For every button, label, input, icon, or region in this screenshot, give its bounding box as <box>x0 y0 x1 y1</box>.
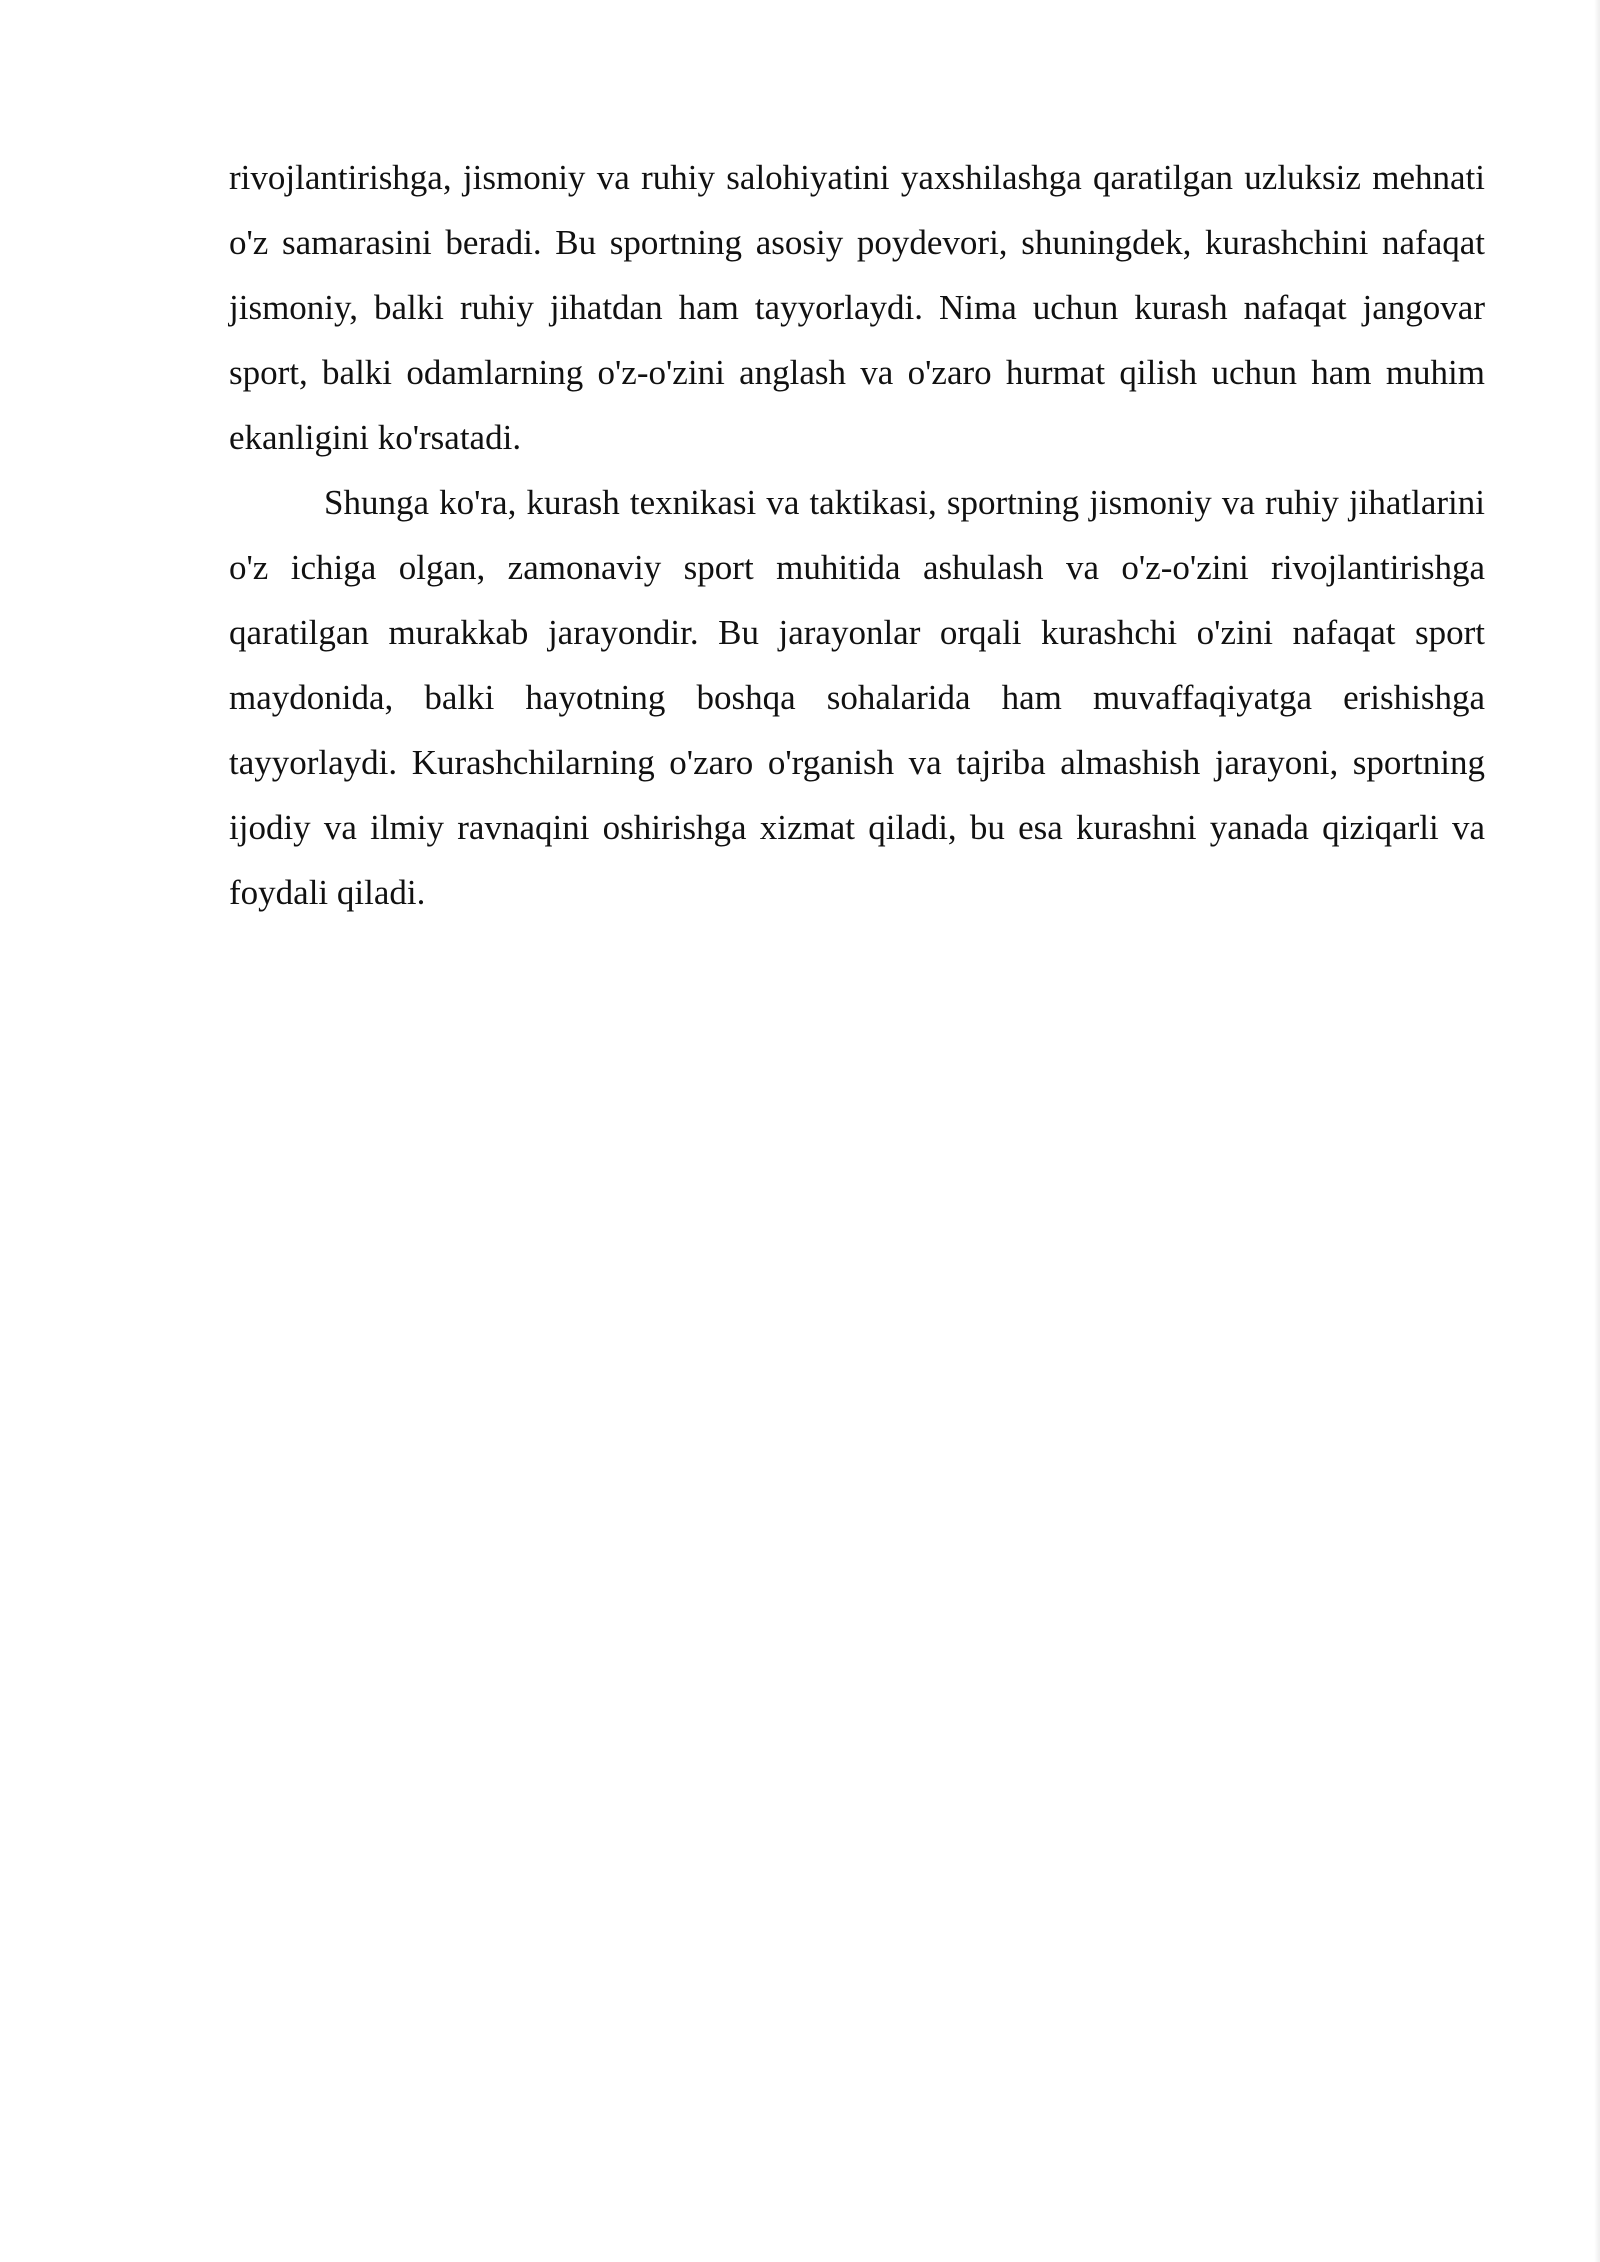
page-edge-shadow <box>1594 0 1600 2262</box>
document-body <box>229 145 1485 925</box>
paragraph-continuation: rivojlantirishga, jismoniy va ruhiy salohiyatini yaxshilashga qaratilgan uzluksiz mehnati o'z samarasini beradi. Bu sportning asosiy poydevori, shuningdek, kurashchini nafaqat jismoniy, balki ruhiy jihatdan ham tayyorlaydi. Nima uchun kurash nafaqat jangovar sport, balki odamlarning o'z-o'zini anglash va o'zaro hurmat qilish uchun ham muhim ekanligini ko'rsatadi. <box>229 158 1485 457</box>
paragraph-conclusion: Shunga ko'ra, kurash texnikasi va taktikasi, sportning jismoniy va ruhiy jihatlarini o'z ichiga olgan, zamonaviy sport muhitida ashulash va o'z-o'zini rivojlantirishga qaratilgan murakkab jarayondir. Bu jarayonlar orqali kurashchi o'zini nafaqat sport maydonida, balki hayotning boshqa sohalarida ham muvaffaqiyatga erishishga tayyorlaydi. Kurashchilarning o'zaro o'rganish va tajriba almashish jarayoni, sportning ijodiy va ilmiy ravnaqini oshirishga xizmat qiladi, bu esa kurashni yanada qiziqarli va foydali qiladi. <box>229 483 1485 912</box>
